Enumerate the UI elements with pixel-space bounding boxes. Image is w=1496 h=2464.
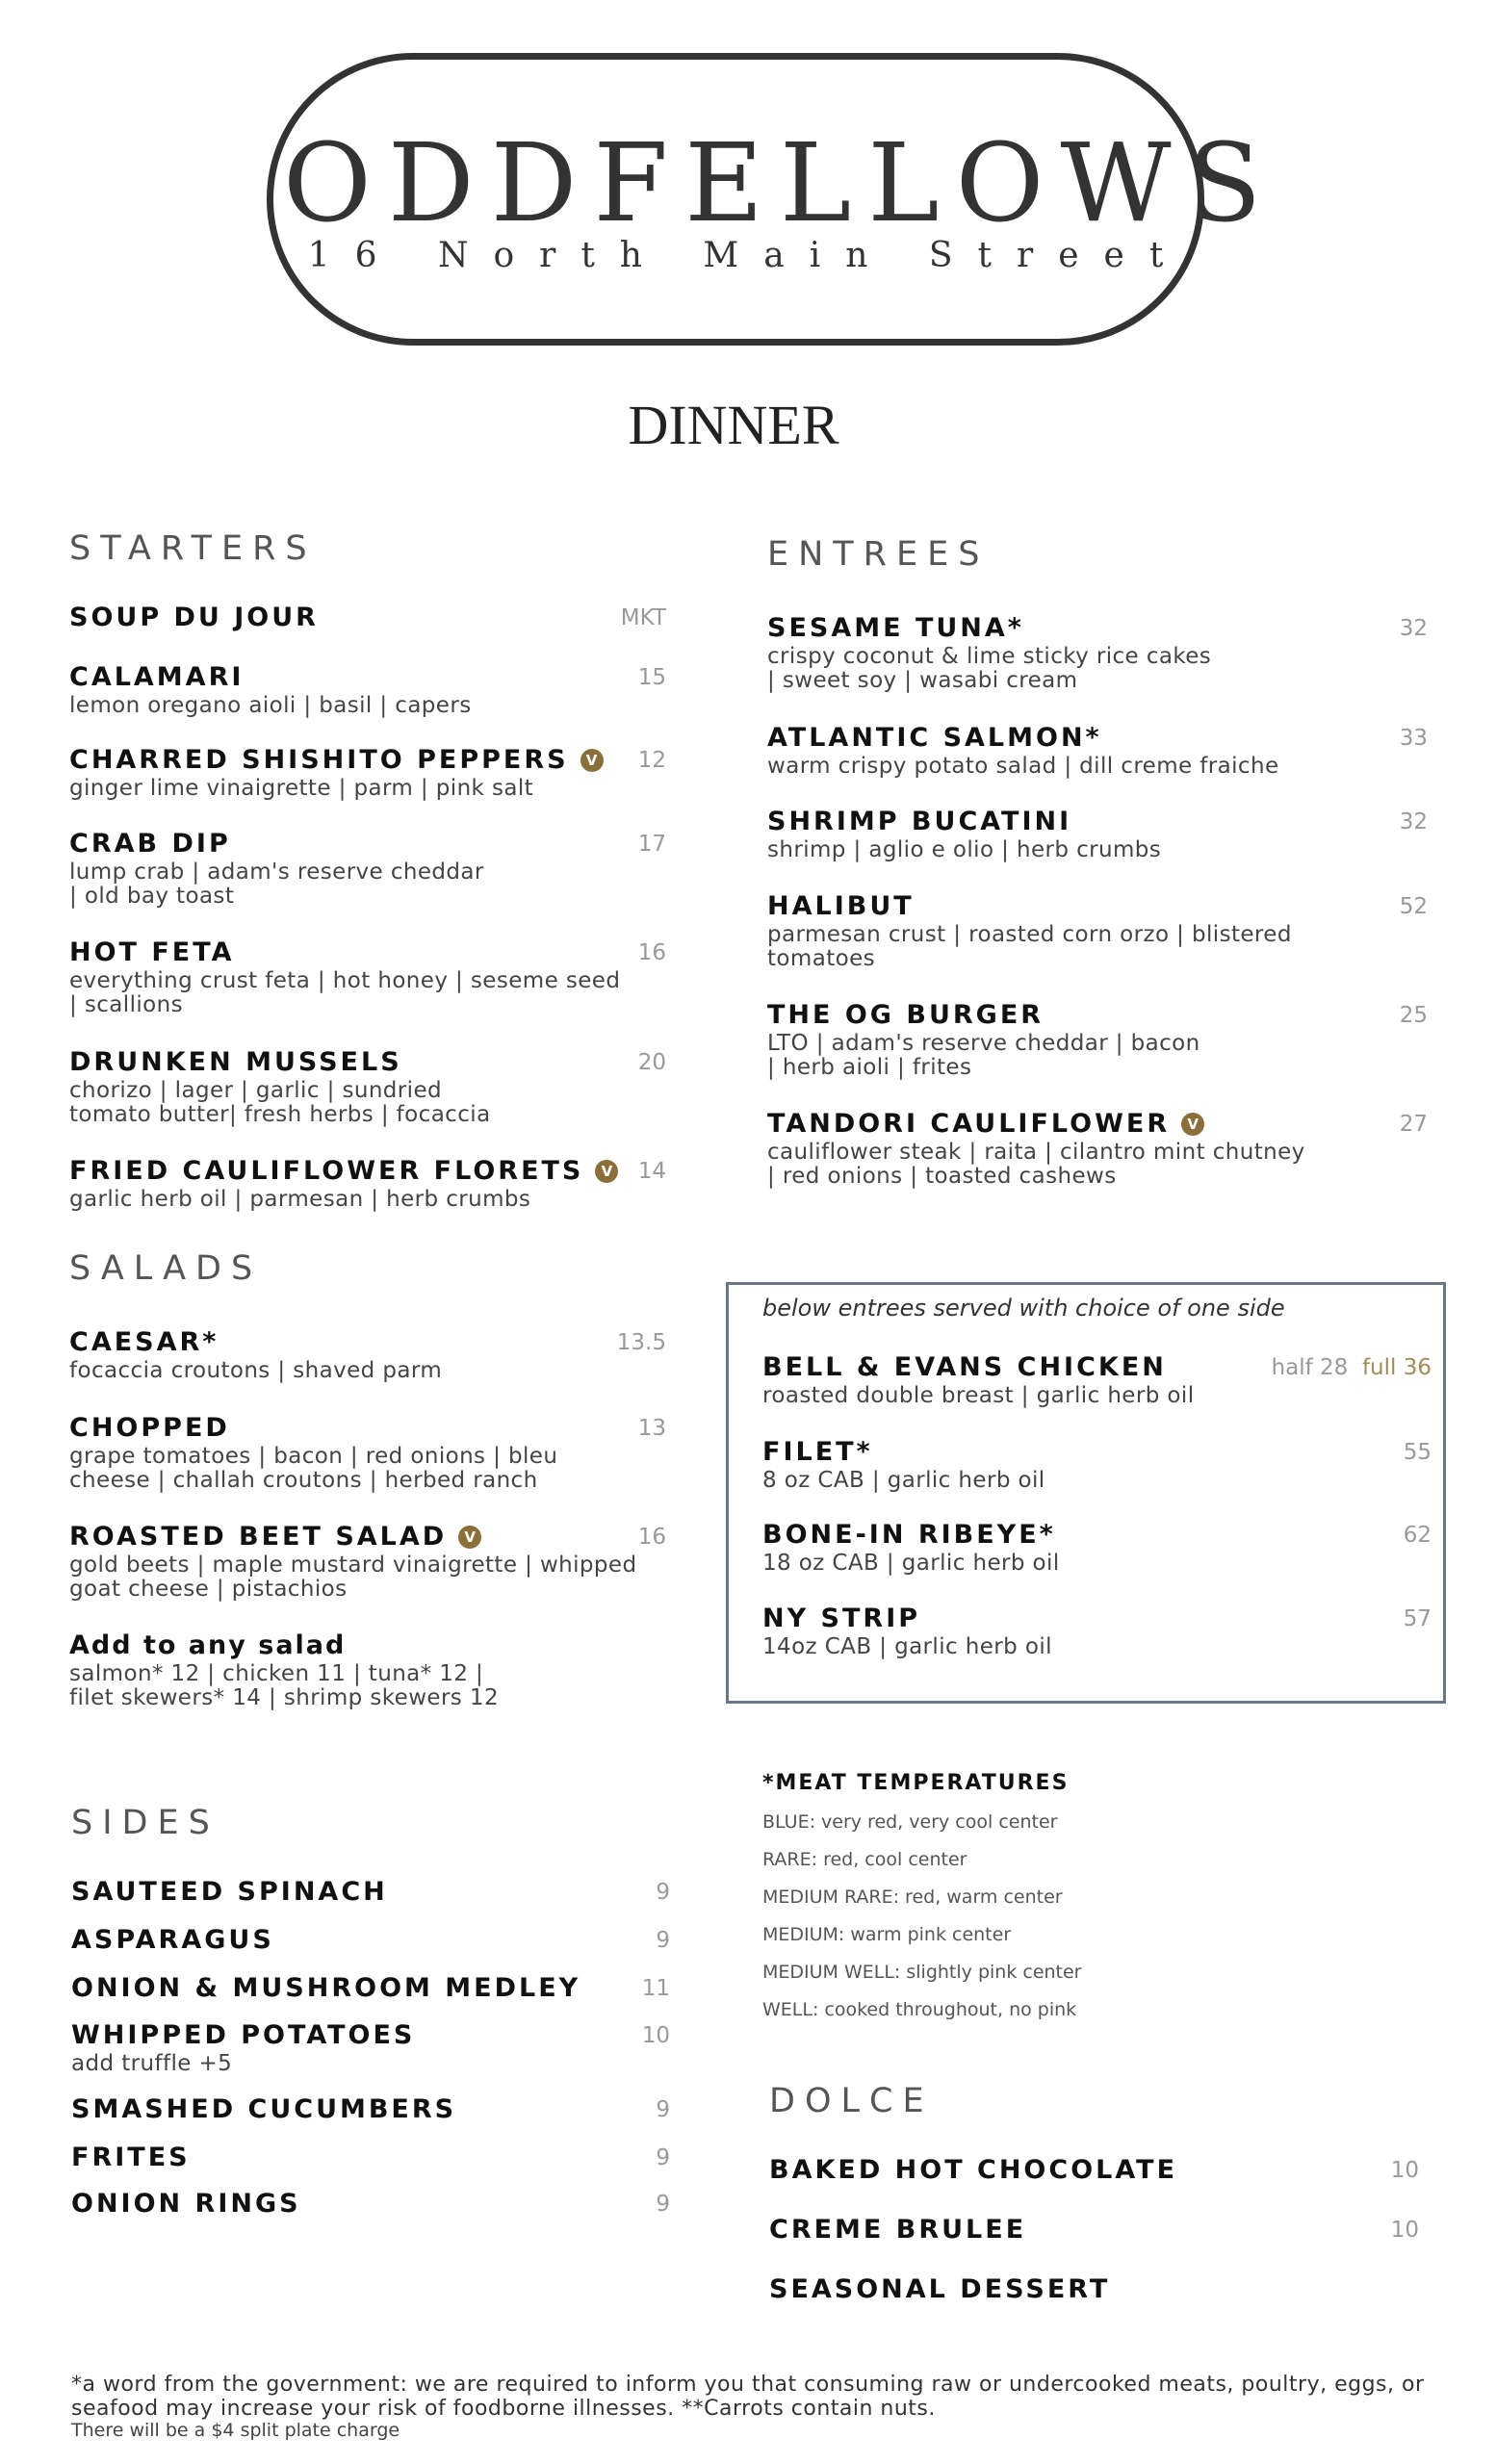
item-price: 9	[656, 1928, 670, 1953]
menu-item	[69, 1521, 666, 1602]
menu-item	[69, 1630, 666, 1710]
item-price: 10	[1390, 2158, 1419, 2183]
item-name: ATLANTIC SALMON*	[767, 723, 1102, 753]
item-name: SAUTEED SPINACH	[71, 1877, 388, 1907]
menu-item	[69, 1155, 666, 1212]
item-price: 17	[637, 832, 666, 857]
item-name: HALIBUT	[767, 891, 915, 921]
item-price: 55	[1403, 1440, 1432, 1465]
section-title-entrees: ENTREES	[767, 535, 990, 574]
menu-item	[69, 1046, 666, 1127]
item-name: SMASHED CUCUMBERS	[71, 2094, 457, 2124]
menu-item	[767, 612, 1428, 693]
menu-item	[69, 828, 666, 909]
menu-item	[769, 2214, 1419, 2246]
item-price: 20	[637, 1050, 666, 1075]
item-price: 12	[637, 748, 666, 773]
vegetarian-icon: V	[458, 1526, 481, 1549]
item-name: THE OG BURGER	[767, 1000, 1045, 1030]
item-description: add truffle +5	[71, 2051, 233, 2076]
menu-item	[71, 2188, 670, 2220]
item-price: 14	[637, 1159, 666, 1184]
item-description: ginger lime vinaigrette | parm | pink salt	[69, 776, 534, 801]
item-price: 32	[1399, 616, 1428, 641]
temperature-line: MEDIUM RARE: red, warm center	[762, 1886, 1063, 1908]
item-name: ONION RINGS	[71, 2189, 301, 2219]
item-price: 10	[1390, 2218, 1419, 2243]
item-description: 8 oz CAB | garlic herb oil	[762, 1468, 1045, 1493]
item-name: SOUP DU JOUR	[69, 603, 319, 632]
menu-item	[71, 1924, 670, 1957]
item-price: 9	[656, 2145, 670, 2170]
item-name: WHIPPED POTATOES	[71, 2020, 416, 2050]
item-name: BONE-IN RIBEYE*	[762, 1520, 1056, 1550]
item-price: 9	[656, 2097, 670, 2122]
item-price: 32	[1399, 809, 1428, 834]
item-name: FILET*	[762, 1437, 873, 1467]
item-description: warm crispy potato salad | dill creme fraiche	[767, 754, 1279, 779]
item-description: focaccia croutons | shaved parm	[69, 1358, 443, 1383]
item-description: grape tomatoes | bacon | red onions | bleu cheese | challah croutons | herbed ranch	[69, 1444, 558, 1493]
item-name: ASPARAGUS	[71, 1925, 274, 1955]
item-name: CALAMARI	[69, 662, 245, 692]
price-half: half 28	[1271, 1355, 1349, 1380]
item-name: HOT FETA	[69, 937, 235, 967]
item-description: lump crab | adam's reserve cheddar | old bay toast	[69, 860, 484, 909]
item-name: SHRIMP BUCATINI	[767, 807, 1072, 836]
menu-item	[69, 1326, 666, 1383]
menu-item	[762, 1351, 1432, 1408]
item-description: chorizo | lager | garlic | sundried tomato butter| fresh herbs | focaccia	[69, 1078, 491, 1127]
item-name: CHARRED SHISHITO PEPPERS	[69, 745, 569, 775]
item-description: everything crust feta | hot honey | seseme seed | scallions	[69, 968, 621, 1017]
item-description: lemon oregano aioli | basil | capers	[69, 693, 472, 718]
side-entrees-note: below entrees served with choice of one side	[762, 1295, 1285, 1322]
item-description: cauliflower steak | raita | cilantro mint chutney | red onions | toasted cashews	[767, 1140, 1305, 1189]
temperature-line: MEDIUM: warm pink center	[762, 1924, 1012, 1945]
item-price: 57	[1403, 1606, 1432, 1631]
vegetarian-icon: V	[595, 1160, 618, 1183]
menu-item	[71, 1972, 670, 2005]
section-title-starters: STARTERS	[69, 529, 317, 568]
item-description: LTO | adam's reserve cheddar | bacon | herb aioli | frites	[767, 1031, 1200, 1080]
item-price	[1272, 1351, 1432, 1384]
item-name: BAKED HOT CHOCOLATE	[769, 2155, 1178, 2185]
menu-item	[69, 602, 666, 634]
item-description: salmon* 12 | chicken 11 | tuna* 12 | filet skewers* 14 | shrimp skewers 12	[69, 1661, 499, 1710]
menu-item	[767, 1108, 1428, 1189]
item-description: garlic herb oil | parmesan | herb crumbs	[69, 1187, 531, 1212]
menu-item	[769, 2273, 1419, 2306]
item-description: crispy coconut & lime sticky rice cakes | sweet soy | wasabi cream	[767, 644, 1212, 693]
footer-disclaimer: *a word from the government: we are required to inform you that consuming raw or undercooked meats, poultry, eggs, or seafood may increase your risk of foodborne illnesses. **Carrots contain nuts.	[71, 2373, 1425, 2421]
menu-item	[769, 2154, 1419, 2187]
item-name: TANDORI CAULIFLOWER	[767, 1109, 1171, 1139]
item-description: parmesan crust | roasted corn orzo | blistered tomatoes	[767, 922, 1292, 971]
item-name: NY STRIP	[762, 1604, 921, 1633]
item-name: CRAB DIP	[69, 829, 231, 859]
item-price: 52	[1399, 894, 1428, 919]
item-name: ROASTED BEET SALAD	[69, 1522, 448, 1552]
item-price: 33	[1399, 726, 1428, 751]
menu-item	[767, 999, 1428, 1080]
menu-item	[69, 937, 666, 1017]
menu-item	[69, 744, 666, 801]
section-title-sides: SIDES	[71, 1804, 219, 1842]
item-name: ONION & MUSHROOM MEDLEY	[71, 1973, 581, 2003]
temperature-line: MEDIUM WELL: slightly pink center	[762, 1962, 1082, 1983]
item-price: 16	[637, 940, 666, 965]
menu-item	[762, 1519, 1432, 1576]
item-name: CHOPPED	[69, 1413, 230, 1443]
menu-item	[71, 2093, 670, 2126]
menu-item	[71, 2019, 670, 2076]
item-price: 10	[641, 2023, 670, 2048]
menu-item	[767, 890, 1428, 971]
item-name: CREME BRULEE	[769, 2215, 1027, 2245]
item-price: 15	[637, 665, 666, 690]
item-price: 9	[656, 2192, 670, 2217]
vegetarian-icon: V	[1181, 1113, 1204, 1136]
item-price: 11	[641, 1976, 670, 2001]
item-name: CAESAR*	[69, 1327, 219, 1357]
item-description: 18 oz CAB | garlic herb oil	[762, 1551, 1060, 1576]
item-price: 62	[1403, 1523, 1432, 1548]
menu-item	[767, 722, 1428, 779]
restaurant-name: ODDFELLOWS	[283, 121, 1278, 246]
item-name: SEASONAL DESSERT	[769, 2274, 1111, 2304]
item-name: BELL & EVANS CHICKEN	[762, 1352, 1167, 1382]
item-name: SESAME TUNA*	[767, 613, 1024, 643]
item-price: 16	[637, 1525, 666, 1550]
item-price: 25	[1399, 1003, 1428, 1028]
restaurant-address: 16 North Main Street	[307, 236, 1189, 275]
item-name: DRUNKEN MUSSELS	[69, 1047, 402, 1077]
menu-title: DINNER	[628, 394, 839, 456]
menu-item	[69, 661, 666, 718]
item-price: MKT	[620, 605, 666, 630]
item-name: FRITES	[71, 2143, 191, 2172]
menu-item	[69, 1412, 666, 1493]
item-name: Add to any salad	[69, 1630, 347, 1660]
menu-item	[71, 2142, 670, 2174]
temperature-line: BLUE: very red, very cool center	[762, 1811, 1058, 1833]
temperature-line: RARE: red, cool center	[762, 1849, 967, 1870]
menu-item	[762, 1436, 1432, 1493]
item-description: roasted double breast | garlic herb oil	[762, 1383, 1195, 1408]
item-description: 14oz CAB | garlic herb oil	[762, 1634, 1052, 1659]
section-title-dolce: DOLCE	[769, 2082, 934, 2120]
item-price: 13	[637, 1416, 666, 1441]
item-price: 9	[656, 1880, 670, 1905]
meat-temperatures-title: *MEAT TEMPERATURES	[762, 1771, 1070, 1795]
item-description: shrimp | aglio e olio | herb crumbs	[767, 837, 1162, 862]
item-price: 27	[1399, 1112, 1428, 1137]
split-plate-note: There will be a $4 split plate charge	[71, 2420, 400, 2441]
section-title-salads: SALADS	[69, 1249, 263, 1288]
menu-item	[767, 806, 1428, 862]
price-full: full 36	[1361, 1355, 1432, 1380]
vegetarian-icon: V	[580, 749, 604, 772]
item-description: gold beets | maple mustard vinaigrette | whipped goat cheese | pistachios	[69, 1553, 637, 1602]
menu-item	[71, 1876, 670, 1909]
temperature-line: WELL: cooked throughout, no pink	[762, 1999, 1077, 2020]
item-name: FRIED CAULIFLOWER FLORETS	[69, 1156, 584, 1186]
item-price: 13.5	[616, 1330, 666, 1355]
menu-item	[762, 1603, 1432, 1659]
